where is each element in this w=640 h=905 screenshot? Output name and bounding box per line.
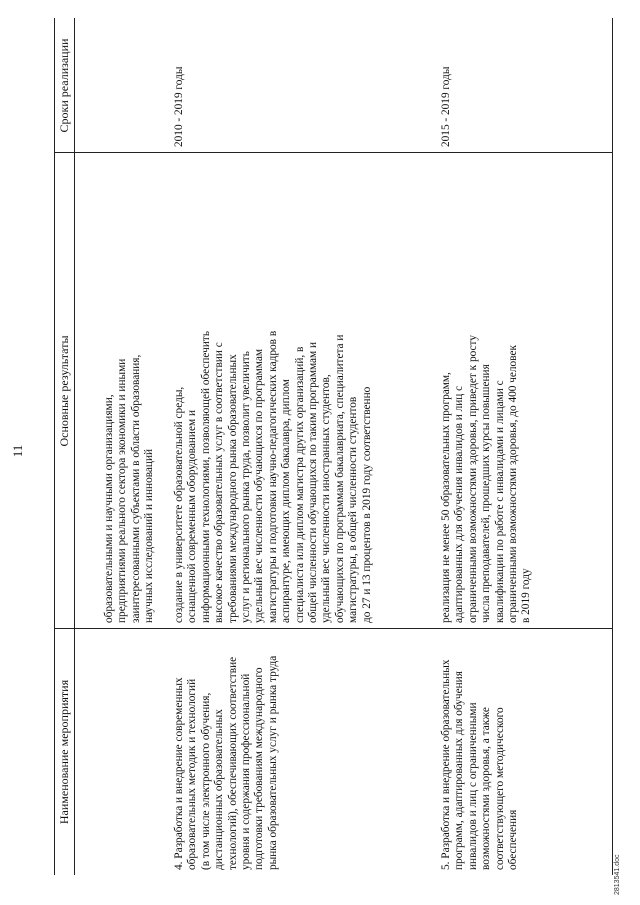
text-line: ограниченными возможностями здоровья, до 400 человек: [507, 345, 520, 623]
text-line: (в том числе электронного обучения,: [199, 692, 212, 870]
deadline-text: 2010 - 2019 годы: [173, 66, 185, 147]
header-deadline: Сроки реализации: [57, 38, 71, 133]
text-line: заинтересованными субъектами в области образования,: [129, 354, 142, 623]
text-line: предприятиями реального сектора экономики и иными: [116, 358, 129, 623]
table-top-border: [54, 18, 55, 875]
text-line: магистратуры и подготовки научно-педагогических кадров в: [266, 330, 279, 623]
table-header-bottom-border: [74, 18, 75, 875]
text-line: обучающихся по программам бакалавриата, специалитета и: [333, 334, 346, 623]
text-line: подготовки требованиям международного: [253, 667, 266, 870]
text-line: обеспечения: [507, 809, 520, 870]
table-bottom-border: [612, 18, 613, 875]
text-line: реализация не менее 50 образовательных программ,: [440, 372, 452, 623]
header-activity: Наименование мероприятия: [57, 679, 71, 825]
continuation-results: [103, 355, 157, 623]
text-line: ограниченными возможностями здоровья, приведет к росту: [466, 335, 479, 623]
text-line: общей численности обучающихся по таким программам и: [307, 341, 320, 623]
text-line: в 2019 году: [520, 568, 533, 623]
header-results: Основные результаты: [57, 335, 71, 447]
text-line: информационными технологиями, позволяющей обеспечить: [199, 331, 212, 623]
text-line: образовательными и научными организациями,: [103, 394, 115, 623]
text-line: 4. Разработка и внедрение современных: [173, 677, 185, 870]
text-line: услуг и регионального рынка труда, позволит увеличить: [240, 351, 253, 623]
column-divider-2: [54, 152, 612, 153]
text-line: квалификации по работе с инвалидами и лицами с: [493, 380, 506, 623]
text-line: возможностями здоровья, а также: [480, 707, 493, 870]
text-line: специалиста или диплом магистра других организаций, в: [293, 346, 306, 623]
text-line: оснащенной современным оборудованием и: [186, 409, 199, 623]
text-line: высокое качество образовательных услуг в соответствии с: [213, 342, 226, 623]
text-line: аспирантуре, имеющих диплом бакалавра, диплом: [280, 379, 293, 623]
text-line: технологий), обеспечивающих соответствие: [226, 656, 239, 870]
text-line: инвалидов и лиц с ограниченными: [466, 702, 479, 870]
text-line: магистратуры, в общей численности студентов: [347, 396, 360, 623]
deadline-text: 2015 - 2019 годы: [440, 66, 452, 147]
text-line: создание в университете образовательной среды,: [173, 386, 185, 623]
text-line: программ, адаптированных для обучения: [453, 671, 466, 870]
text-line: дистанционных образовательных: [213, 709, 226, 870]
text-line: образовательных методик и технологий: [186, 678, 199, 870]
row-5-results: [440, 335, 534, 623]
text-line: требованиями международного рынка образовательных: [226, 354, 239, 623]
document-code: 2813541.doc: [614, 854, 621, 895]
text-line: удельный вес численности обучающихся по программам: [253, 348, 266, 623]
row-5-deadline: [440, 67, 453, 147]
column-divider-1: [54, 628, 612, 629]
text-line: до 27 и 13 процентов в 2019 году соответственно: [360, 386, 373, 623]
text-line: 5. Разработка и внедрение образовательных: [440, 659, 452, 870]
text-line: числа преподавателей, прошедших курсы повышения: [480, 364, 493, 623]
page-number: 11: [10, 444, 25, 458]
text-line: рынка образовательных услуг и рынка труда: [266, 655, 279, 870]
text-line: адаптированных для обучения инвалидов и лиц с: [453, 385, 466, 623]
text-line: научных исследований и инноваций: [143, 448, 156, 623]
row-5-activity: [440, 659, 520, 870]
row-4-deadline: [173, 67, 186, 147]
text-line: соответствующего методического: [493, 707, 506, 870]
text-line: удельный вес численности иностранных студентов,: [320, 374, 333, 623]
row-4-activity: [173, 656, 280, 870]
row-4-results: [173, 331, 374, 623]
text-line: уровня и содержания профессиональной: [240, 673, 253, 870]
